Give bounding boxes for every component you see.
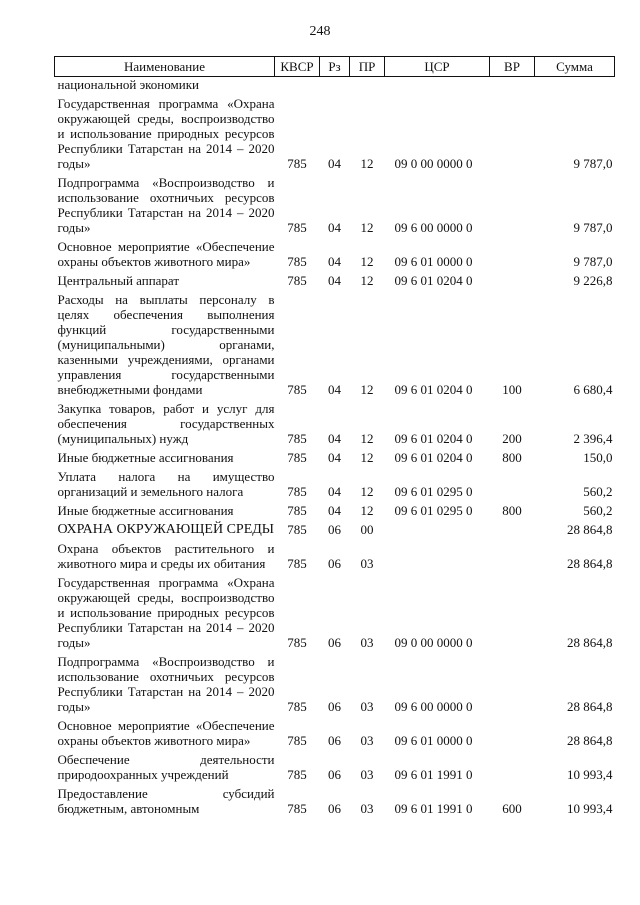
row-csr	[385, 521, 490, 540]
header-rz: Рз	[320, 57, 350, 77]
budget-table	[54, 56, 615, 819]
row-rz: 04	[328, 431, 341, 446]
table-row	[55, 540, 615, 574]
row-vr: 600	[502, 801, 522, 816]
row-pr: 12	[360, 220, 374, 235]
row-kvsr: 785	[287, 156, 307, 171]
row-kvsr: 785	[287, 733, 307, 748]
row-sum: 28 864,8	[567, 635, 613, 650]
row-vr: 800	[502, 450, 522, 465]
table-row	[55, 785, 615, 819]
row-sum: 28 864,8	[567, 699, 613, 714]
row-rz: 06	[328, 767, 341, 782]
row-vr: 800	[502, 503, 522, 518]
row-rz: 04	[328, 450, 341, 465]
table-row	[55, 449, 615, 468]
row-csr: 09 6 00 0000 0	[394, 220, 473, 235]
header-name: Наименование	[55, 57, 275, 77]
row-rz: 06	[328, 556, 341, 571]
row-kvsr: 785	[287, 484, 307, 499]
header-csr: ЦСР	[385, 57, 490, 77]
row-csr: 09 6 00 0000 0	[394, 699, 473, 714]
row-pr: 12	[360, 273, 374, 288]
table-row	[55, 521, 615, 540]
table-row	[55, 653, 615, 717]
row-vr: 100	[502, 382, 522, 397]
row-name: Иные бюджетные ассигнования	[57, 503, 234, 518]
row-pr: 03	[360, 556, 374, 571]
table-row	[55, 574, 615, 653]
row-kvsr: 785	[287, 522, 307, 537]
row-rz: 04	[328, 220, 341, 235]
page-number: 248	[309, 24, 331, 39]
row-pr: 12	[360, 503, 374, 518]
row-vr	[490, 238, 535, 272]
table-row	[55, 238, 615, 272]
row-csr	[385, 540, 490, 574]
row-pr: 12	[360, 254, 374, 269]
row-pr: 03	[360, 635, 374, 650]
header-vr: ВР	[490, 57, 535, 77]
row-kvsr: 785	[287, 699, 307, 714]
row-vr	[490, 574, 535, 653]
table-row	[55, 751, 615, 785]
row-name: Государственная программа «Охрана окружающей среды, воспроизводство и использование природных ресурсов Республики Татарстан на 2014 – 2020 годы»	[57, 575, 275, 650]
row-sum: 28 864,8	[567, 733, 613, 748]
row-pr: 03	[360, 733, 374, 748]
row-sum: 9 787,0	[573, 156, 613, 171]
row-name: Государственная программа «Охрана окружающей среды, воспроизводство и использование природных ресурсов Республики Татарстан на 2014 – 2020 годы»	[57, 96, 275, 171]
row-kvsr: 785	[287, 220, 307, 235]
row-sum: 9 787,0	[573, 220, 613, 235]
row-sum: 6 680,4	[573, 382, 613, 397]
table-row	[55, 174, 615, 238]
row-kvsr: 785	[287, 273, 307, 288]
header-sum: Сумма	[535, 57, 615, 77]
row-kvsr: 785	[287, 556, 307, 571]
row-csr: 09 6 01 0295 0	[394, 484, 473, 499]
row-pr: 12	[360, 382, 374, 397]
row-name: Основное мероприятие «Обеспечение охраны объектов животного мира»	[57, 239, 275, 269]
row-vr	[490, 521, 535, 540]
row-pr: 03	[360, 767, 374, 782]
table-row	[55, 468, 615, 502]
row-vr	[490, 174, 535, 238]
row-csr	[385, 77, 490, 96]
row-csr: 09 6 01 0295 0	[394, 503, 473, 518]
table-row	[55, 717, 615, 751]
row-rz: 06	[328, 801, 341, 816]
row-sum: 9 226,8	[573, 273, 613, 288]
table-row	[55, 272, 615, 291]
row-sum: 10 993,4	[567, 767, 613, 782]
row-kvsr: 785	[287, 254, 307, 269]
row-vr	[490, 653, 535, 717]
row-vr	[490, 95, 535, 174]
row-sum: 9 787,0	[573, 254, 613, 269]
row-rz: 04	[328, 484, 341, 499]
row-name: Охрана объектов растительного и животного мира и среды их обитания	[57, 541, 275, 571]
row-csr: 09 6 01 0204 0	[394, 382, 473, 397]
row-pr: 03	[360, 699, 374, 714]
row-sum: 2 396,4	[573, 431, 613, 446]
row-name: Расходы на выплаты персоналу в целях обеспечения выполнения функций государственными (муниципальными) органами, казенными учреждениями, органами управления государственными внебюджетными фондами	[57, 292, 275, 397]
row-sum: 28 864,8	[567, 522, 613, 537]
row-vr: 200	[502, 431, 522, 446]
row-name: Основное мероприятие «Обеспечение охраны объектов животного мира»	[57, 718, 275, 748]
table-body	[55, 77, 615, 820]
row-pr: 00	[360, 522, 374, 537]
table-row	[55, 95, 615, 174]
row-kvsr: 785	[287, 431, 307, 446]
row-rz: 04	[328, 254, 341, 269]
row-rz: 06	[328, 733, 341, 748]
row-kvsr: 785	[287, 635, 307, 650]
row-csr: 09 6 01 0000 0	[394, 254, 473, 269]
row-pr: 12	[360, 484, 374, 499]
row-kvsr: 785	[287, 767, 307, 782]
row-name: Обеспечение деятельности природоохранных учреждений	[57, 752, 275, 782]
table-row	[55, 400, 615, 449]
row-pr: 12	[360, 450, 374, 465]
row-sum: 150,0	[583, 450, 613, 465]
row-vr	[490, 717, 535, 751]
row-rz: 04	[328, 156, 341, 171]
row-rz: 06	[328, 635, 341, 650]
table-row	[55, 77, 615, 96]
row-name: Подпрограмма «Воспроизводство и использование охотничьих ресурсов Республики Татарстан на 2014 – 2020 годы»	[57, 175, 275, 235]
row-csr: 09 0 00 0000 0	[394, 635, 473, 650]
header-pr: ПР	[350, 57, 385, 77]
row-pr: 12	[360, 431, 374, 446]
row-name: Предоставление субсидий бюджетным, автономным	[57, 786, 275, 816]
row-vr	[490, 272, 535, 291]
row-name: национальной экономики	[57, 77, 199, 92]
row-kvsr: 785	[287, 801, 307, 816]
row-kvsr: 785	[287, 450, 307, 465]
row-sum	[535, 77, 615, 96]
row-csr: 09 6 01 0204 0	[394, 431, 473, 446]
row-name: Закупка товаров, работ и услуг для обеспечения государственных (муниципальных) нужд	[57, 401, 275, 446]
row-sum: 10 993,4	[567, 801, 613, 816]
row-rz: 06	[328, 522, 341, 537]
row-pr: 03	[360, 801, 374, 816]
row-rz: 04	[328, 503, 341, 518]
row-pr: 12	[360, 156, 374, 171]
row-kvsr	[275, 77, 320, 96]
row-csr: 09 6 01 1991 0	[394, 767, 473, 782]
row-csr: 09 6 01 0204 0	[394, 450, 473, 465]
row-name: Уплата налога на имущество организаций и земельного налога	[57, 469, 275, 499]
row-pr	[350, 77, 385, 96]
row-vr	[490, 468, 535, 502]
row-vr	[490, 77, 535, 96]
row-vr	[490, 540, 535, 574]
header-kvsr: КВСР	[275, 57, 320, 77]
table-row	[55, 502, 615, 521]
row-rz	[320, 77, 350, 96]
row-rz: 06	[328, 699, 341, 714]
row-rz: 04	[328, 382, 341, 397]
table-row	[55, 291, 615, 400]
row-kvsr: 785	[287, 382, 307, 397]
row-csr: 09 0 00 0000 0	[394, 156, 473, 171]
row-rz: 04	[328, 273, 341, 288]
row-kvsr: 785	[287, 503, 307, 518]
row-sum: 28 864,8	[567, 556, 613, 571]
row-csr: 09 6 01 0000 0	[394, 733, 473, 748]
table-header	[55, 57, 615, 77]
row-name: ОХРАНА ОКРУЖАЮЩЕЙ СРЕДЫ	[57, 522, 275, 537]
row-name: Иные бюджетные ассигнования	[57, 450, 234, 465]
row-name: Центральный аппарат	[57, 273, 180, 288]
row-csr: 09 6 01 1991 0	[394, 801, 473, 816]
row-sum: 560,2	[583, 503, 613, 518]
row-sum: 560,2	[583, 484, 613, 499]
row-name: Подпрограмма «Воспроизводство и использование охотничьих ресурсов Республики Татарстан на 2014 – 2020 годы»	[57, 654, 275, 714]
row-csr: 09 6 01 0204 0	[394, 273, 473, 288]
row-vr	[490, 751, 535, 785]
